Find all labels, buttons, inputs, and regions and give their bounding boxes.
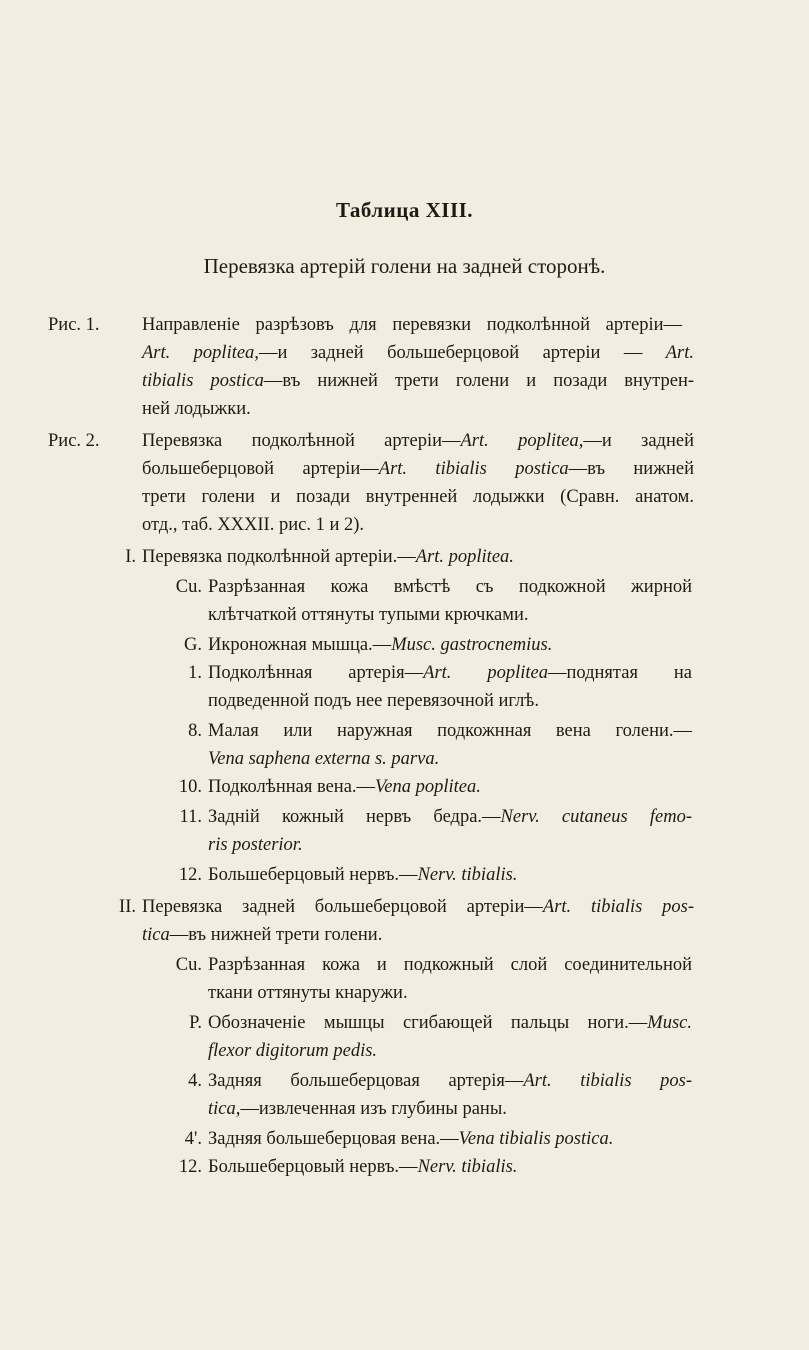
sec2-cu-line-2: ткани оттянуты кнаружи. (208, 983, 408, 1003)
sec2-p-line-2: flexor digitorum pedis. (208, 1041, 378, 1061)
sec2-p-label: P. (189, 1013, 202, 1033)
page-title: Таблица XIII. (335, 198, 474, 222)
sec1-cu-label: Cu. (175, 577, 202, 597)
sec2-cu-label: Cu. (175, 955, 202, 975)
sec1-cu-line-2: клѣтчаткой оттянуты тупыми крючками. (208, 605, 529, 625)
sec2-4-line-2: tica,—извлеченная изъ глубины раны. (208, 1099, 507, 1119)
sec2-4-label: 4. (188, 1071, 202, 1091)
fig2-label: Рис. 2. (48, 431, 100, 451)
sec1-g-label: G. (184, 635, 202, 655)
page-subtitle: Перевязка артерій голени на задней сторонѣ. (203, 254, 606, 278)
sec1-10-label: 10. (178, 777, 202, 797)
fig1-line-1: Направленіе разрѣзовъ для перевязки подколѣнной артеріи— (142, 315, 682, 335)
fig2-line-1: Перевязка подколѣнной артеріи—Art. poplitea,—и задней (142, 431, 694, 451)
sec2-12-label: 12. (178, 1157, 202, 1177)
sec2-cu-line-1: Разрѣзанная кожа и подкожный слой соединительной (208, 955, 692, 975)
fig1-line-3: tibialis postica—въ нижней трети голени и позади внутрен- (142, 371, 695, 391)
fig1-label: Рис. 1. (48, 315, 100, 335)
fig2-line-4: отд., таб. XXXII. рис. 1 и 2). (142, 515, 365, 535)
sec2-heading-line-1: Перевязка задней большеберцовой артеріи—Art. tibialis pos- (142, 897, 694, 917)
sec1-label: I. (125, 547, 136, 567)
sec2-4prime-text: Задняя большеберцовая вена.—Vena tibialis postica. (208, 1129, 614, 1149)
sec1-12-text: Большеберцовый нервъ.—Nerv. tibialis. (208, 865, 518, 885)
sec1-8-line-1: Малая или наружная подкожнная вена голени.— (208, 721, 692, 741)
sec1-10-text: Подколѣнная вена.—Vena poplitea. (208, 777, 481, 797)
sec1-11-line-1: Заднiй кожный нервъ бедра.—Nerv. cutaneus femo- (208, 807, 692, 827)
sec2-label: II. (119, 897, 136, 917)
sec1-1-line-2: подведенной подъ нее перевязочной иглѣ. (208, 691, 539, 711)
sec1-1-label: 1. (188, 663, 202, 683)
sec1-8-label: 8. (188, 721, 202, 741)
fig2-line-3: трети голени и позади внутренней лодыжки (Сравн. анатом. (142, 487, 694, 507)
sec1-g-text: Икроножная мышца.—Musc. gastrocnemius. (208, 635, 553, 655)
fig1-line-2: Art. poplitea,—и задней большеберцовой артеріи — Art. (142, 343, 694, 363)
sec1-1-line-1: Подколѣнная артерія—Art. poplitea—поднятая на (208, 663, 692, 683)
sec2-p-line-1: Обозначеніе мышцы сгибающей пальцы ноги.—Musc. (208, 1013, 692, 1033)
sec2-12-text: Большеберцовый нервъ.—Nerv. tibialis. (208, 1157, 518, 1177)
sec2-heading-line-2: tica—въ нижней трети голени. (142, 925, 383, 945)
sec1-11-line-2: ris posterior. (208, 835, 303, 855)
sec1-11-label: 11. (179, 807, 202, 827)
sec1-8-line-2: Vena saphena externa s. parva. (208, 749, 440, 769)
sec1-cu-line-1: Разрѣзанная кожа вмѣстѣ съ подкожной жирной (208, 577, 692, 597)
fig1-line-4: ней лодыжки. (142, 399, 251, 419)
sec2-4prime-label: 4'. (184, 1129, 202, 1149)
fig2-line-2: большеберцовой артеріи—Art. tibialis postica—въ нижней (142, 459, 694, 479)
sec2-4-line-1: Задняя большеберцовая артерія—Art. tibialis pos- (208, 1071, 693, 1091)
sec1-12-label: 12. (178, 865, 202, 885)
sec1-heading: Перевязка подколѣнной артеріи.—Art. poplitea. (142, 547, 514, 567)
